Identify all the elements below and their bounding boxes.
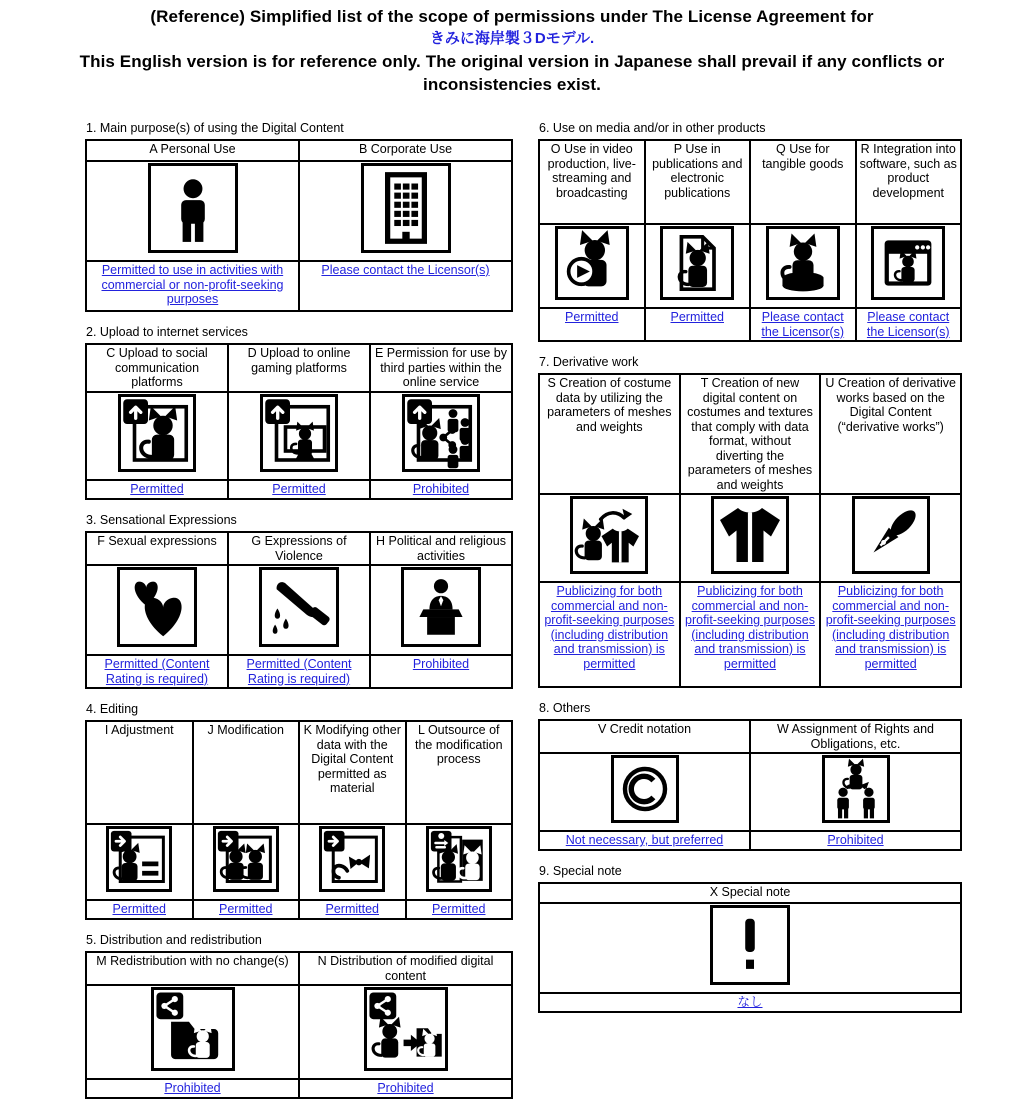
permission-table (538, 139, 962, 342)
modified-distribution-icon (364, 987, 448, 1071)
icon-cell (193, 824, 300, 900)
column-header: I Adjustment (86, 721, 193, 824)
column-header: V Credit notation (539, 720, 750, 753)
column-header: W Assignment of Rights and Obligations, etc. (750, 720, 961, 753)
left-column (85, 121, 513, 1112)
upload-social-icon (118, 394, 196, 472)
icon-cell (86, 824, 193, 900)
status-text[interactable]: Permitted (299, 900, 406, 919)
icon-cell (299, 824, 406, 900)
knife-icon (259, 567, 339, 647)
section-9 (538, 864, 962, 1013)
section-4 (85, 702, 513, 920)
permission-table (85, 720, 513, 920)
column-header: S Creation of costume data by utilizing the parameters of meshes and weights (539, 374, 680, 494)
section-title: 6. Use on media and/or in other products (539, 121, 766, 135)
icon-cell (539, 903, 961, 993)
status-text[interactable]: Permitted (Content Rating is required) (228, 655, 370, 688)
status-text[interactable]: Publicizing for both commercial and non-profit-seeking purposes (including distribution and transmission) is permitted (820, 582, 961, 687)
status-text[interactable]: Not necessary, but preferred (539, 831, 750, 850)
icon-cell (86, 392, 228, 480)
section-8 (538, 701, 962, 851)
icon-cell (750, 753, 961, 831)
status-text[interactable]: Permitted (Content Rating is required) (86, 655, 228, 688)
icon-cell (86, 161, 299, 261)
column-header: U Creation of derivative works based on the Digital Content (“derivative works”) (820, 374, 961, 494)
status-text[interactable]: Permitted to use in activities with commercial or non-profit-seeking purposes (86, 261, 299, 311)
software-integration-icon (871, 226, 945, 300)
column-header: J Modification (193, 721, 300, 824)
section-title: 3. Sensational Expressions (86, 513, 237, 527)
status-text[interactable]: Please contact the Licensor(s) (856, 308, 962, 341)
status-text[interactable]: Publicizing for both commercial and non-profit-seeking purposes (including distribution and transmission) is permitted (539, 582, 680, 687)
status-text[interactable]: Permitted (645, 308, 751, 341)
section-title: 9. Special note (539, 864, 622, 878)
podium-icon (401, 567, 481, 647)
section-2 (85, 325, 513, 500)
section-title: 1. Main purpose(s) of using the Digital Content (86, 121, 344, 135)
column-header: A Personal Use (86, 140, 299, 161)
icon-cell (406, 824, 513, 900)
status-text[interactable]: Please contact the Licensor(s) (299, 261, 512, 311)
person-icon (148, 163, 238, 253)
column-header: N Distribution of modified digital content (299, 952, 512, 985)
status-text[interactable]: なし (539, 993, 961, 1012)
status-text[interactable]: Publicizing for both commercial and non-profit-seeking purposes (including distribution and transmission) is permitted (680, 582, 821, 687)
icon-cell (370, 565, 512, 655)
status-text[interactable]: Prohibited (86, 1079, 299, 1098)
rights-assignment-icon (822, 755, 890, 823)
section-title: 4. Editing (86, 702, 139, 716)
copyright-icon (611, 755, 679, 823)
column-header: O Use in video production, live-streaming and broadcasting (539, 140, 645, 224)
column-header: D Upload to online gaming platforms (228, 344, 370, 392)
section-6 (538, 121, 962, 342)
column-header: H Political and religious activities (370, 532, 512, 565)
permission-table (538, 373, 962, 688)
icon-cell (370, 392, 512, 480)
derivative-pen-icon (852, 496, 930, 574)
redistribution-folder-icon (151, 987, 235, 1071)
section-title: 2. Upload to internet services (86, 325, 248, 339)
third-party-use-icon (402, 394, 480, 472)
icon-cell (680, 494, 821, 582)
section-title: 8. Others (539, 701, 591, 715)
icon-cell (86, 565, 228, 655)
status-text[interactable]: Prohibited (370, 480, 512, 499)
material-modify-icon (319, 826, 385, 892)
model-name-link[interactable]: きみに海岸製３Dモデル. (429, 30, 595, 47)
column-header: K Modifying other data with the Digital Content permitted as material (299, 721, 406, 824)
icon-cell (645, 224, 751, 308)
icon-cell (539, 494, 680, 582)
column-header: T Creation of new digital content on costumes and textures that comply with data format, without diverting the parameters of meshes and weights (680, 374, 821, 494)
costume-creation-icon (711, 496, 789, 574)
exclamation-icon (710, 905, 790, 985)
column-header: P Use in publications and electronic publications (645, 140, 751, 224)
publication-icon (660, 226, 734, 300)
permission-table (85, 951, 513, 1099)
status-text[interactable]: Prohibited (750, 831, 961, 850)
icon-cell (820, 494, 961, 582)
status-text[interactable]: Permitted (539, 308, 645, 341)
section-1 (85, 121, 513, 312)
status-text[interactable]: Permitted (406, 900, 513, 919)
column-header: G Expressions of Violence (228, 532, 370, 565)
permission-table (538, 882, 962, 1013)
icon-cell (539, 753, 750, 831)
icon-cell (539, 224, 645, 308)
section-3 (85, 513, 513, 689)
status-text[interactable]: Permitted (228, 480, 370, 499)
column-header: R Integration into software, such as product development (856, 140, 962, 224)
column-header: M Redistribution with no change(s) (86, 952, 299, 985)
costume-data-icon (570, 496, 648, 574)
adjustment-icon (106, 826, 172, 892)
permission-table (538, 719, 962, 851)
tangible-goods-icon (766, 226, 840, 300)
right-column (538, 121, 962, 1026)
column-header: E Permission for use by third parties within the online service (370, 344, 512, 392)
icon-cell (86, 985, 299, 1079)
permission-table (85, 139, 513, 312)
column-header: C Upload to social communication platforms (86, 344, 228, 392)
status-text[interactable]: Permitted (86, 480, 228, 499)
status-text[interactable]: Prohibited (370, 655, 512, 688)
column-header: X Special note (539, 883, 961, 903)
icon-cell (750, 224, 856, 308)
permission-table (85, 531, 513, 689)
column-header: F Sexual expressions (86, 532, 228, 565)
hearts-icon (117, 567, 197, 647)
building-icon (361, 163, 451, 253)
column-header: L Outsource of the modification process (406, 721, 513, 824)
icon-cell (228, 392, 370, 480)
icon-cell (299, 985, 512, 1079)
video-production-icon (555, 226, 629, 300)
icon-cell (228, 565, 370, 655)
modification-icon (213, 826, 279, 892)
permission-table (85, 343, 513, 500)
status-text[interactable]: Permitted (193, 900, 300, 919)
section-5 (85, 933, 513, 1099)
status-text[interactable]: Please contact the Licensor(s) (750, 308, 856, 341)
section-title: 7. Derivative work (539, 355, 639, 369)
column-header: Q Use for tangible goods (750, 140, 856, 224)
icon-cell (856, 224, 962, 308)
document-title: (Reference) Simplified list of the scope of permissions under The License Agreement for (150, 7, 874, 26)
section-title: 5. Distribution and redistribution (86, 933, 262, 947)
section-7 (538, 355, 962, 688)
document-disclaimer: This English version is for reference only. The original version in Japanese shall prevail if any conflicts or inconsistencies exist. (79, 52, 945, 94)
column-header: B Corporate Use (299, 140, 512, 161)
upload-gaming-icon (260, 394, 338, 472)
status-text[interactable]: Prohibited (299, 1079, 512, 1098)
outsource-icon (426, 826, 492, 892)
status-text[interactable]: Permitted (86, 900, 193, 919)
icon-cell (299, 161, 512, 261)
document-header (52, 5, 972, 96)
